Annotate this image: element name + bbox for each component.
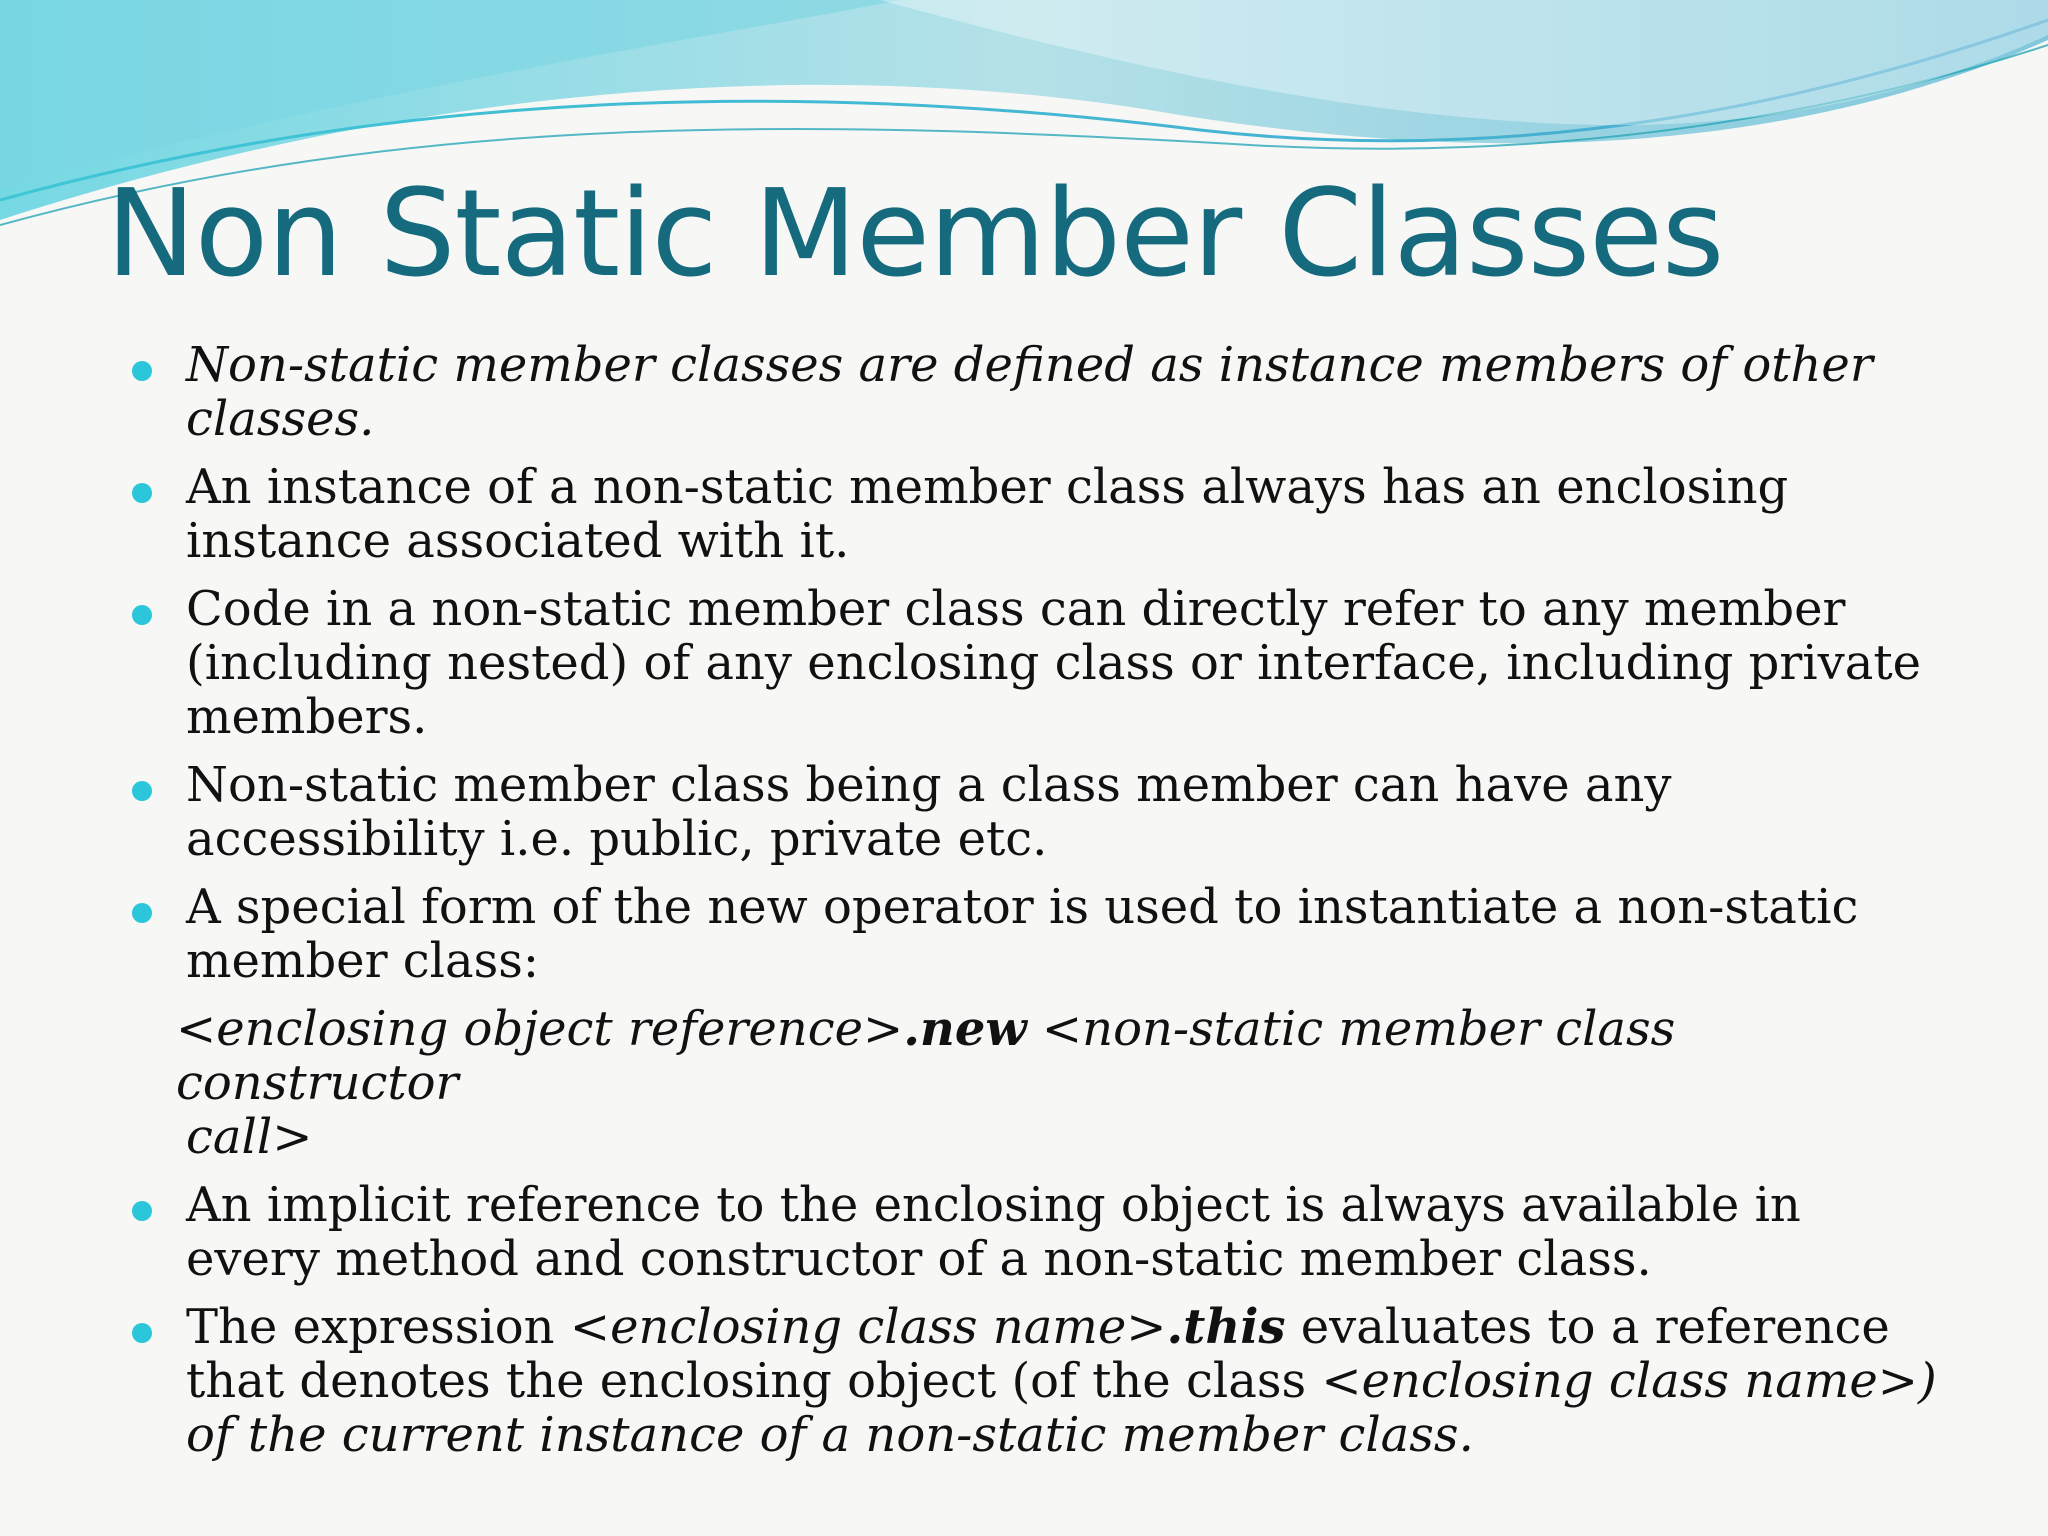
bullet-text: An implicit reference to the enclosing object is always available in every method and constructor of a non-static member class.: [186, 1177, 1801, 1287]
bullet-text-part: The expression: [186, 1299, 570, 1355]
bullet-item: [120, 880, 1950, 988]
bullet-item: [120, 1178, 1950, 1286]
bullet-text: An instance of a non-static member class always has an enclosing instance associated with it.: [186, 459, 1789, 569]
syntax-constructor-call: <non-static member class constructor: [176, 1001, 1676, 1111]
bullet-text: A special form of the new operator is used to instantiate a non-static member class:: [186, 879, 1859, 989]
bullet-text-part: <enclosing class name>): [1321, 1353, 1937, 1409]
bullet-dot-icon: [132, 483, 152, 503]
syntax-line: [120, 1002, 1950, 1164]
syntax-call-end: call>: [186, 1109, 313, 1165]
bullet-item: [120, 1300, 1950, 1462]
syntax-new-keyword: .new: [903, 1001, 1027, 1057]
bullet-dot-icon: [132, 781, 152, 801]
bullet-list: [120, 338, 1950, 1476]
bullet-item: [120, 460, 1950, 568]
bullet-dot-icon: [132, 1201, 152, 1221]
bullet-item: [120, 582, 1950, 744]
bullet-dot-icon: [132, 361, 152, 381]
bullet-text-part: evaluates to a reference that denotes the enclosing object (of the class: [186, 1299, 1890, 1409]
bullet-text: Non-static member classes are defined as instance members of other classes.: [186, 337, 1873, 447]
bullet-text: Non-static member class being a class member can have any accessibility i.e. public, private etc.: [186, 757, 1672, 867]
bullet-text: Code in a non-static member class can directly refer to any member (including nested) of any enclosing class or interface, including private members.: [186, 581, 1922, 745]
this-keyword: .this: [1166, 1299, 1286, 1355]
bullet-dot-icon: [132, 1323, 152, 1343]
bullet-dot-icon: [132, 903, 152, 923]
bullet-dot-icon: [132, 605, 152, 625]
bullet-text-part: of the current instance of a non-static member class.: [186, 1407, 1474, 1463]
bullet-item: [120, 338, 1950, 446]
bullet-item: [120, 758, 1950, 866]
syntax-enclosing-ref: <enclosing object reference>: [176, 1001, 904, 1057]
slide-title: Non Static Member Classes: [106, 165, 1724, 304]
bullet-text-part: <enclosing class name>: [569, 1299, 1167, 1355]
